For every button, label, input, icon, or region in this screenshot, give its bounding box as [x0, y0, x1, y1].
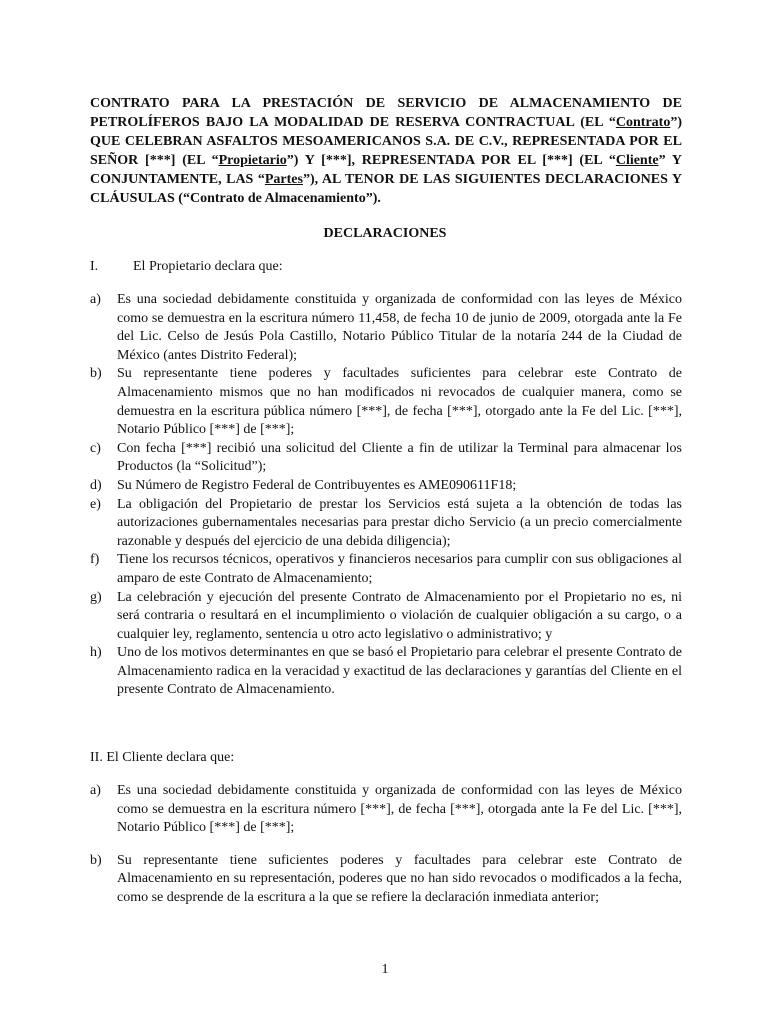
section-1-list	[90, 291, 682, 700]
title-term-partes: Partes	[264, 172, 303, 187]
item-letter: b)	[90, 366, 102, 382]
list-spacer	[90, 838, 682, 852]
list-item	[90, 291, 682, 365]
item-text: Tiene los recursos técnicos, operativos y financieros necesarios para cumplir con sus obligaciones al amparo de este Contrato de Almacenamiento;	[117, 552, 682, 586]
title-part-2: ”) QUE CELEBRAN ASFALTOS MESOAMERICANOS S.A. DE C.V., REPRESENTADA POR EL SEÑOR [***] (EL “	[90, 115, 682, 168]
item-letter: a)	[90, 292, 101, 307]
item-text: Es una sociedad debidamente constituida y organizada de conformidad con las leyes de México como se demuestra en la escritura número 11,458, de fecha 10 de junio de 2009, otorgada ante la Fe del Lic. Celso de Jesús Pola Castillo, Notario Público Titular de la notaría 244 de la Ciudad de México (antes Distrito Federal);	[117, 292, 682, 363]
item-text: Su representante tiene poderes y facultades suficientes para celebrar este Contrato de Almacenamiento mismos que no han modificados ni revocados de cualquier manera, como se demuestra en la escritura pública número [***], de fecha [***], otorgado ante la Fe del Lic. [***], Notario Público [***] de [***];	[117, 366, 682, 438]
item-letter: f)	[90, 552, 100, 568]
list-item	[90, 477, 682, 496]
section-1-label	[90, 259, 283, 275]
item-text: Su Número de Registro Federal de Contribuyentes es AME090611F18;	[117, 477, 517, 493]
item-text: Es una sociedad debidamente constituida y organizada de conformidad con las leyes de México como se demuestra en la escritura número [***], de fecha [***], otorgada ante la Fe del Lic. [***], Notario Público [***] de [***];	[117, 783, 682, 836]
title-term-cliente: Cliente	[615, 153, 659, 168]
contract-title	[90, 94, 682, 208]
item-letter: c)	[90, 440, 101, 456]
item-letter: h)	[90, 645, 102, 661]
item-letter: d)	[90, 477, 102, 493]
list-item	[90, 644, 682, 700]
title-part-3: ”) Y [***], REPRESENTADA POR EL [***] (EL “	[286, 153, 616, 168]
list-item	[90, 782, 682, 838]
item-text: La obligación del Propietario de prestar los Servicios está sujeta a la obtención de todas las autorizaciones gubernamentales necesarias para prestar dicho Servicio (a un precio comercialmente razonable y después del ejercicio de una debida diligencia);	[117, 496, 682, 549]
list-item	[90, 589, 682, 645]
list-item	[90, 496, 682, 552]
section-heading: DECLARACIONES	[323, 226, 447, 241]
item-text: Uno de los motivos determinantes en que se basó el Propietario para celebrar el presente Contrato de Almacenamiento radica en la veracidad y exactitud de las declaraciones y garantías del Cliente en el presente Contrato de Almacenamiento.	[117, 645, 682, 698]
title-part-4: ” Y CONJUNTAMENTE, LAS “	[90, 153, 683, 187]
item-letter: g)	[90, 589, 102, 605]
section-2-label: II. El Cliente declara que:	[90, 750, 235, 765]
list-item	[90, 551, 682, 588]
section-2-list	[90, 782, 682, 908]
item-letter: b)	[90, 852, 102, 868]
list-item	[90, 365, 682, 439]
page-number: 1	[381, 962, 389, 977]
title-term-contrato: Contrato	[615, 115, 671, 130]
title-term-propietario: Propietario	[218, 153, 287, 168]
list-item	[90, 852, 682, 908]
list-item	[90, 440, 682, 477]
item-text: Su representante tiene suficientes poderes y facultades para celebrar este Contrato de Almacenamiento en su representación, poderes que no han sido revocados o modificados a la fecha, como se desprende de la escritura a la que se refiere la declaración inmediata anterior;	[117, 852, 682, 905]
title-part-5: ”), AL TENOR DE LAS SIGUIENTES DECLARACIONES Y CLÁUSULAS (“Contrato de Almacenamiento”).	[90, 172, 683, 206]
item-letter: a)	[90, 783, 101, 798]
item-text: La celebración y ejecución del presente Contrato de Almacenamiento por el Propietario no es, ni será contraria o resultará en el incumplimiento o violación de cualquier obligación a su cargo, o a cualquier ley, reglamento, sentencia u otro acto legislativo o administrativo; y	[117, 589, 682, 642]
section-1-text: El Propietario declara que:	[133, 259, 283, 274]
title-part-1: CONTRATO PARA LA PRESTACIÓN DE SERVICIO DE ALMACENAMIENTO DE PETROLÍFEROS BAJO LA MODALIDAD DE RESERVA CONTRACTUAL (EL “	[90, 96, 682, 130]
item-text: Con fecha [***] recibió una solicitud del Cliente a fin de utilizar la Terminal para almacenar los Productos (la “Solicitud”);	[117, 440, 682, 475]
section-1-number: I.	[90, 259, 99, 274]
item-letter: e)	[90, 496, 101, 512]
